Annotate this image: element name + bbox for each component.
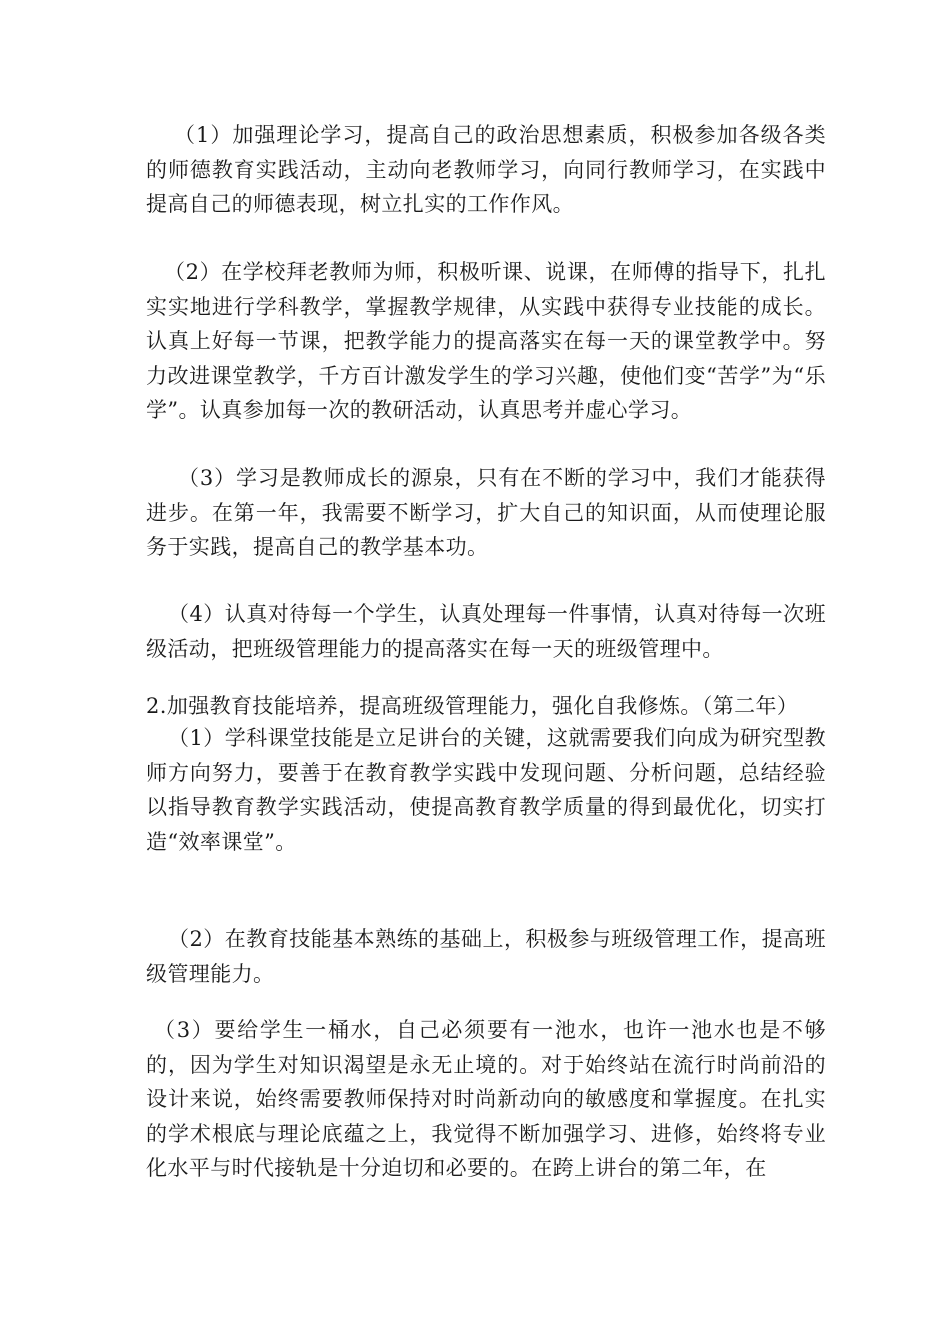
- paragraph-5: （1）学科课堂技能是立足讲台的关键，这就需要我们向成为研究型教师方向努力，要善于在教育教学实践中发现问题、分析问题，总结经验以指导教育教学实践活动，使提高教育教学质量的得到最优化，切实打造“效率课堂”。: [146, 726, 826, 854]
- paragraph-7: （3）要给学生一桶水，自己必须要有一池水，也许一池水也是不够的，因为学生对知识渴望是永无止境的。对于始终站在流行时尚前沿的设计来说，始终需要教师保持对时尚新动向的敏感度和掌握度。在扎实的学术根底与理论底蕴之上，我觉得不断加强学习、进修，始终将专业化水平与时代接轨是十分迫切和必要的。在跨上讲台的第二年，在: [146, 1018, 826, 1180]
- paragraph-3: （3）学习是教师成长的源泉，只有在不断的学习中，我们才能获得进步。在第一年，我需要不断学习，扩大自己的知识面，从而使理论服务于实践，提高自己的教学基本功。: [146, 466, 826, 559]
- paragraph-6: （2）在教育技能基本熟练的基础上，积极参与班级管理工作，提高班级管理能力。: [146, 927, 826, 986]
- paragraph-1: （1）加强理论学习，提高自己的政治思想素质，积极参加各级各类的师德教育实践活动，主动向老教师学习，向同行教师学习，在实践中提高自己的师德表现，树立扎实的工作作风。: [146, 123, 826, 216]
- paragraph-4: （4）认真对待每一个学生，认真处理每一件事情，认真对待每一次班级活动，把班级管理能力的提高落实在每一天的班级管理中。: [146, 602, 826, 661]
- paragraph-2: （2）在学校拜老教师为师，积极听课、说课，在师傅的指导下，扎扎实实地进行学科教学，掌握教学规律，从实践中获得专业技能的成长。认真上好每一节课，把教学能力的提高落实在每一天的课堂教学中。努力改进课堂教学，千方百计激发学生的学习兴趣，使他们变“苦学”为“乐学”。认真参加每一次的教研活动，认真思考并虚心学习。: [146, 260, 826, 422]
- section-heading-2: 2.加强教育技能培养，提高班级管理能力，强化自我修炼。（第二年）: [146, 694, 799, 718]
